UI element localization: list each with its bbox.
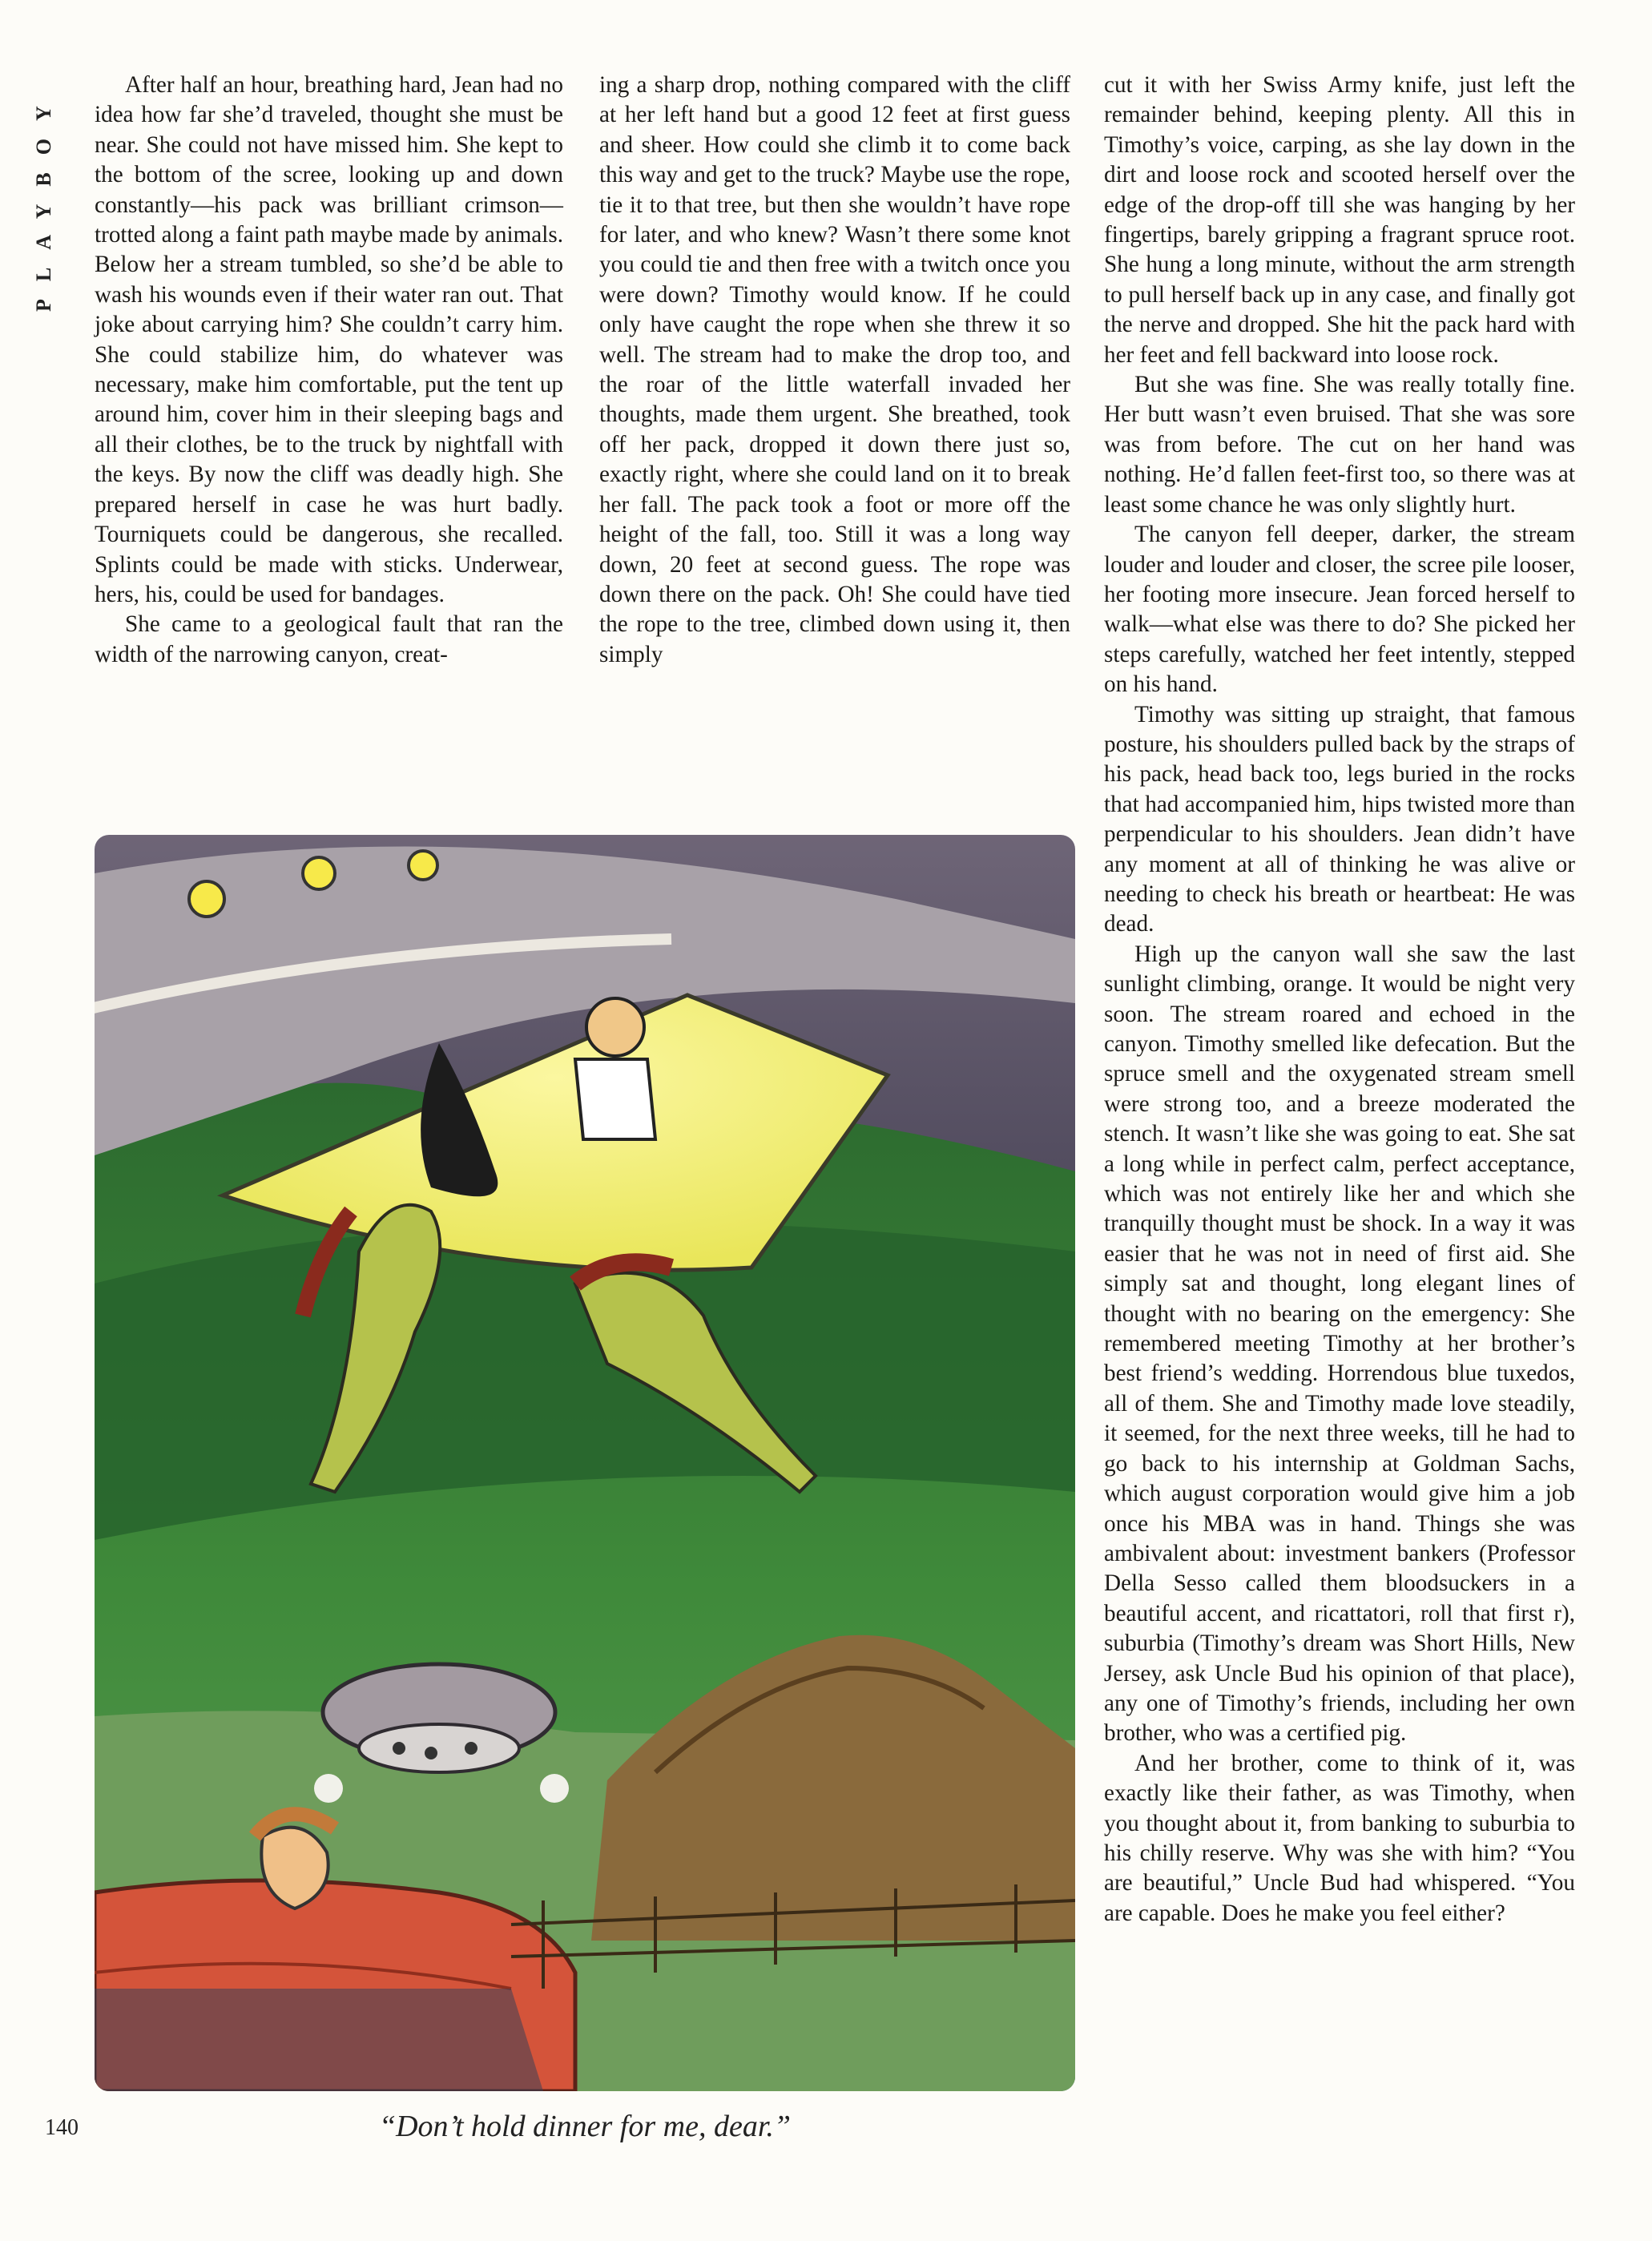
cartoon-illustration (95, 835, 1075, 2091)
illustration-caption: “Don’t hold dinner for me, dear.” (378, 2110, 792, 2143)
text-column-1 (95, 71, 563, 670)
paragraph: Timothy was sitting up straight, that famous posture, his shoulders pulled back by the straps of his pack, head back too, legs buried in the rocks that had accompanied him, hips twisted more than perpendicular to his shoulders. Jean didn’t have any moment at all of thinking he was alive or needing to check his breath or heartbeat: He was dead. (1104, 701, 1575, 937)
text-column-3 (1104, 71, 1575, 1929)
paragraph: After half an hour, breathing hard, Jean had no idea how far she’d traveled, thought she must be near. She could not have missed him. She kept to the bottom of the scree, looking up and down constantly—his pack was brilliant crimson—trotted along a faint path maybe made by animals. Below her a stream tumbled, so she’d be able to wash his wounds even if their water ran out. That joke about carrying him? She couldn’t carry him. She could stabilize him, do whatever was necessary, make him comfortable, put the tent up around him, cover him in their sleeping bags and all their clothes, be to the truck by nightfall with the keys. By now the cliff was deadly high. She prepared herself in case he was hurt badly. Tourniquets could be dangerous, she recalled. Splints could be made with sticks. Underwear, hers, his, could be used for bandages. (95, 72, 563, 607)
paragraph: cut it with her Swiss Army knife, just left the remainder behind, keeping plenty. All this in Timothy’s voice, carping, as she lay down in the dirt and loose rock and scooted herself over the edge of the drop-off till she was hanging by her fingertips, barely gripping a fragrant spruce root. She hung a long minute, without the arm strength to pull herself back up in any case, and finally got the nerve and dropped. She hit the pack hard with her feet and fell backward into loose rock. (1104, 72, 1575, 368)
text-column-2 (599, 71, 1070, 670)
paragraph: ing a sharp drop, nothing compared with the cliff at her left hand but a good 12 feet at first guess and sheer. How could she climb it to come back this way and get to the truck? Maybe use the rope, tie it to that tree, but then she wouldn’t have rope for later, and who knew? Wasn’t there some knot you could tie and then free with a twitch once you were down? Timothy would know. If he could only have caught the rope when she threw it so well. The stream had to make the drop too, and the roar of the little waterfall invaded her thoughts, made them urgent. She breathed, took off her pack, dropped it down there just so, exactly right, where she could land on it to break her fall. The pack took a foot or more off the height of the fall, too. Still it was a long way down, 20 feet at second guess. The rope was down there on the pack. Oh! She could have tied the rope to the tree, climbed down using it, then simply (599, 72, 1070, 667)
magazine-name: PLAYBOY (32, 88, 55, 312)
paragraph: But she was fine. She was really totally fine. Her butt wasn’t even bruised. That she was sore was from before. The cut on her hand was nothing. He’d fallen feet-first too, so there was at least some chance he was only slightly hurt. (1104, 372, 1575, 518)
paragraph: And her brother, come to think of it, was exactly like their father, as was Timothy, when you thought about it, from banking to suburbia to his chilly reserve. Why was she with him? “You are beautiful,” Uncle Bud had whispered. “You are capable. Does he make you feel either? (1104, 1750, 1575, 1926)
paragraph: She came to a geological fault that ran the width of the narrowing canyon, creat- (95, 611, 563, 667)
page-number: 140 (45, 2115, 79, 2140)
paragraph: The canyon fell deeper, darker, the stream louder and louder and closer, the scree pile looser, her footing more insecure. Jean forced herself to walk—what else was there to do? She picked her steps carefully, watched her feet intently, stepped on his hand. (1104, 522, 1575, 698)
paragraph: High up the canyon wall she saw the last sunlight climbing, orange. It would be night very soon. The stream roared and echoed in the canyon. Timothy smelled like defecation. But the spruce smell and the oxygenated stream smell were strong too, and a breeze moderated the stench. It wasn’t like she was going to eat. She sat a long while in perfect calm, perfect acceptance, which was not entirely like her and which she tranquilly thought must be shock. In a way it was easier that he was not in need of first aid. She simply sat and thought, long elegant lines of thought with no bearing on the emergency: She remembered meeting Timothy at her brother’s best friend’s wedding. Horrendous blue tuxedos, all of them. She and Timothy made love steadily, it seemed, for the next three weeks, till he had to go back to his internship at Goldman Sachs, which august corporation would give him a job once his MBA was in hand. Things she was ambivalent about: investment bankers (Professor Della Sesso called them bloodsuckers in a beautiful accent, and ricattatori, roll that first r), suburbia (Timothy’s dream was Short Hills, New Jersey, ask Uncle Bud his opinion of that place), any one of Timothy’s friends, including her own brother, who was a certified pig. (1104, 941, 1575, 1747)
ufo-abduction-illustration (95, 835, 1075, 2091)
